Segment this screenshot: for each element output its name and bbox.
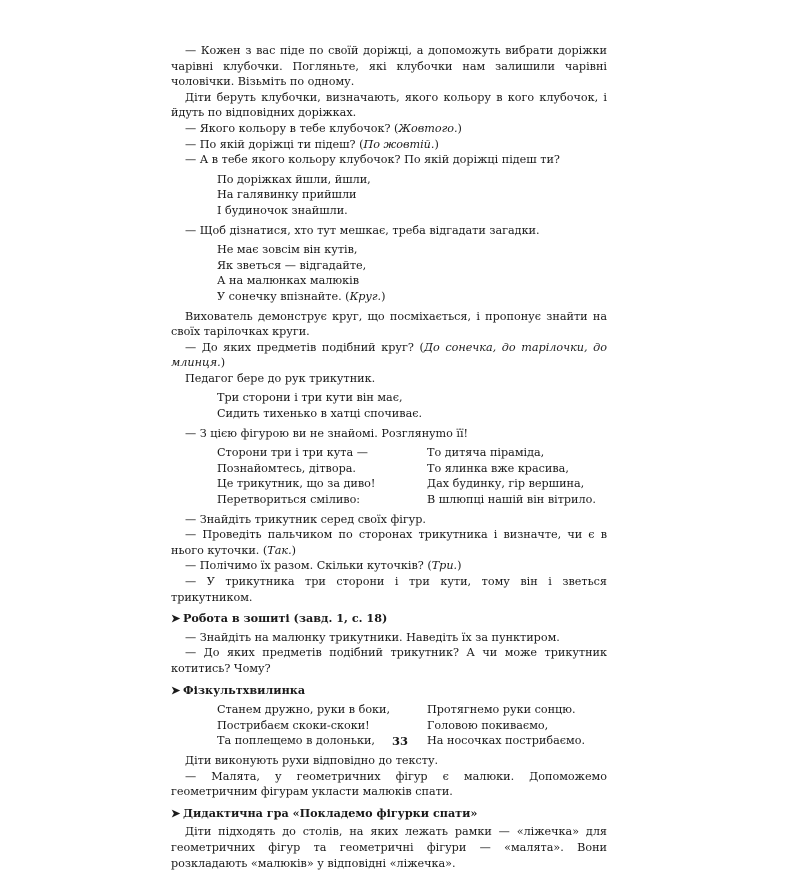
poem-line: Познайомтесь, дітвора. [217, 461, 356, 475]
section-heading: ➤ Дидактична гра «Покладемо фігурки спати» [171, 805, 478, 820]
section-heading: ➤ Робота в зошиті (завд. 1, с. 18) [171, 611, 388, 626]
page-number: 33 [391, 734, 408, 748]
dialogue-line: — Якого кольору в тебе клубочок? (Жовтого.) [185, 121, 462, 135]
dialogue-line: — А в тебе якого кольору клубочок? По якій доріжці підеш ти? [185, 153, 560, 167]
poem-line: У сонечку впізнайте. (Круг.) [217, 289, 386, 303]
poem-line: Та поплещемо в долоньки, [217, 734, 375, 748]
dialogue-line: — Полічимо їх разом. Скільки куточків? (Три.) [185, 559, 462, 573]
two-column-poem [217, 445, 607, 507]
paragraph: Вихователь демонструє круг, що посміхається, і пропонує знайти на своїх тарілочках круги. [171, 309, 607, 339]
dialogue-line: — З цією фігурою ви не знайомі. Розглянymo її! [185, 426, 469, 440]
dialogue-line: — Знайдіть на малюнку трикутники. Наведіть їх за пунктиром. [185, 630, 560, 644]
poem-line: Три сторони і три кути він має, [217, 391, 403, 405]
paragraph: Діти виконують рухи відповідно до тексту. [185, 753, 439, 767]
poem [217, 390, 607, 421]
poem [217, 172, 607, 219]
dialogue-line: — До яких предметів подібний трикутник? А чи може трикутник котитись? Чому? [171, 646, 607, 675]
poem-line: Не має зовсім він кутів, [217, 243, 358, 257]
poem-line: На галявинку прийшли [217, 188, 357, 202]
dialogue-line: — По якій доріжці ти підеш? (По жовтій.) [185, 137, 439, 151]
triangle-bullet-icon: ➤ [171, 682, 181, 697]
triangle-bullet-icon: ➤ [171, 805, 181, 820]
dialogue-line: — До яких предметів подібний круг? (До сонечка, до тарілочки, до млинця.) [171, 340, 607, 370]
dialogue-line: — Щоб дізнатися, хто тут мешкає, треба відгадати загадки. [185, 223, 540, 237]
dialogue-line: — У трикутника три сторони і три кути, тому він і зветься трикутником. [171, 575, 607, 604]
poem-line: Протягнемо руки сонцю. [427, 703, 576, 717]
poem-line: Сторони три і три кута — [217, 446, 368, 460]
poem-line: Пострибаєм скоки-скоки! [217, 718, 370, 732]
poem-line: Станем дружно, руки в боки, [217, 703, 391, 717]
poem-line: А на малюнках малюків [217, 274, 360, 288]
paragraph: Діти беруть клубочки, визначають, якого кольору в кого клубочок, і йдуть по відповідних доріжках. [171, 90, 607, 120]
poem-line: То дитяча піраміда, [427, 446, 545, 460]
poem-line: І будиночок знайшли. [217, 203, 348, 217]
poem-line: Головою покиваємо, [427, 718, 549, 732]
dialogue-line: — Проведіть пальчиком по сторонах трикутника і визначте, чи є в нього куточки. (Так.) [171, 528, 607, 557]
poem-line: Дах будинку, гір вершина, [427, 477, 585, 491]
poem-line: По доріжках йшли, йшли, [217, 172, 371, 186]
poem-line: На носочках пострибаємо. [427, 734, 586, 748]
poem-line: То ялинка вже красива, [427, 461, 569, 475]
poem-line: Це трикутник, що за диво! [217, 477, 376, 491]
paragraph: Діти підходять до столів, на яких лежать рамки — «ліжечка» для геометричних фігур та геометричні фігури — «малята». Вони розкладають «малюків» у відповідні «ліжечка». [171, 825, 607, 870]
poem-line: В шлюпці нашій він вітрило. [427, 493, 596, 507]
riddle-poem [217, 242, 607, 304]
poem-line: Як зветься — відгадайте, [217, 258, 367, 272]
paragraph: Педагог бере до рук трикутник. [185, 371, 376, 385]
dialogue-line: — Знайдіть трикутник серед своїх фігур. [185, 512, 426, 526]
poem-line: Перетвориться сміливо: [217, 493, 361, 507]
triangle-bullet-icon: ➤ [171, 611, 181, 626]
paragraph: — Кожен з вас піде по своїй доріжці, а допоможуть вибрати доріжки чарівні клубочки. Погляньте, які клубочки нам залишили чарівні чоловічки. Візьміть по одному. [171, 44, 607, 89]
poem-line: Сидить тихенько в хатці спочиває. [217, 407, 423, 421]
section-heading: ➤ Фізкультхвилинка [171, 682, 306, 697]
dialogue-line: — Малята, у геометричних фігур є малюки. Допоможемо геометричним фігурам укласти малюків спати. [171, 769, 607, 799]
